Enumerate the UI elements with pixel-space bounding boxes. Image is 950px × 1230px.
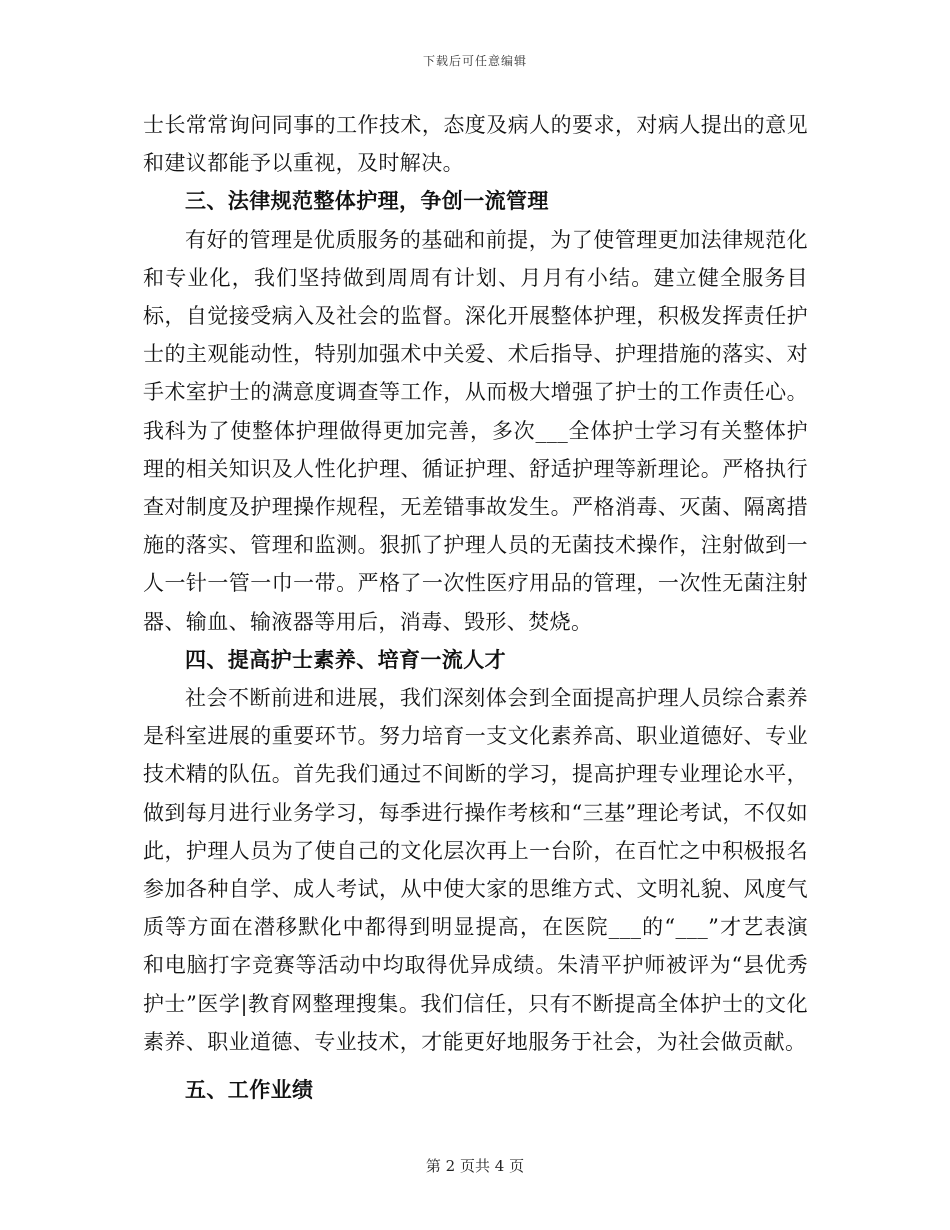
section-3-paragraph: 有好的管理是优质服务的基础和前提，为了使管理更加法律规范化和专业化，我们坚持做到周周有计划、月月有小结。建立健全服务目标，自觉接受病入及社会的监督。深化开展整体护理，积极发挥责任护士的主观能动性，特别加强术中关爱、术后指导、护理措施的落实、对手术室护士的满意度调查等工作，从而极大增强了护士的工作责任心。我科为了使整体护理做得更加完善，多次___全体护士学习有关整体护理的相关知识及人性化护理、循证护理、舒适护理等新理论。严格执行查对制度及护理操作规程，无差错事故发生。严格消毒、灭菌、隔离措施的落实、管理和监测。狠抓了护理人员的无菌技术操作，注射做到一人一针一管一巾一带。严格了一次性医疗用品的管理，一次性无菌注射器、输血、输液器等用后，消毒、毁形、焚烧。 xyxy=(143,227,808,634)
section-4-paragraph: 社会不断前进和进展，我们深刻体会到全面提高护理人员综合素养是科室进展的重要环节。努力培育一支文化素养高、职业道德好、专业技术精的队伍。首先我们通过不间断的学习，提高护理专业理论水平，做到每月进行业务学习，每季进行操作考核和“三基”理论考试，不仅如此，护理人员为了使自己的文化层次再上一台阶，在百忙之中积极报名参加各种自学、成人考试，从中使大家的思维方式、文明礼貌、风度气质等方面在潜移默化中都得到明显提高，在医院___的“___”才艺表演和电脑打字竞赛等活动中均取得优异成绩。朱清平护师被评为“县优秀护士”医学|教育网整理搜集。我们信任，只有不断提高全体护士的文化素养、职业道德、专业技术，才能更好地服务于社会，为社会做贡献。 xyxy=(143,686,808,1054)
section-3-heading: 三、法律规范整体护理，争创一流管理 xyxy=(185,189,549,214)
section-5-heading: 五、工作业绩 xyxy=(185,1078,314,1103)
document-body xyxy=(143,106,808,1109)
page-header: 下载后可任意编辑 xyxy=(422,54,527,68)
continuation-paragraph: 士长常常询问同事的工作技术，态度及病人的要求，对病人提出的意见和建议都能予以重视，及时解决。 xyxy=(143,113,808,176)
section-4-heading: 四、提高护士素养、培育一流人才 xyxy=(185,647,506,672)
page-footer: 第 2 页共 4 页 xyxy=(425,1157,525,1175)
